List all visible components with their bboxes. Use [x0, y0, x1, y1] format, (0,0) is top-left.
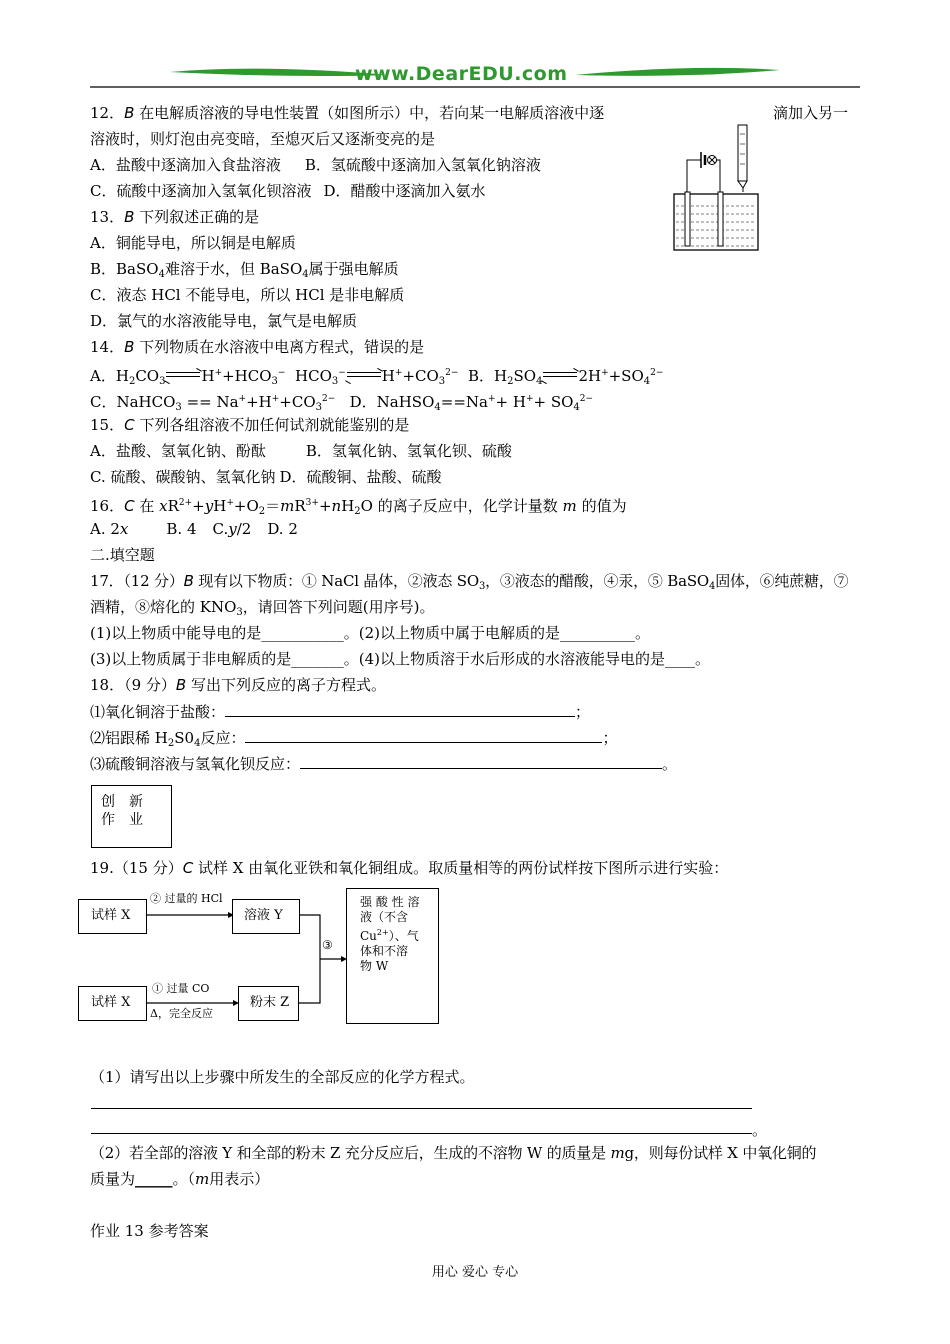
- q19-answer-line-1: [91, 1108, 752, 1109]
- conductivity-apparatus-figure: [668, 122, 768, 254]
- q14-stem: 14．B 下列物质在水溶液中电离方程式，错误的是: [90, 338, 425, 356]
- flow-sample-x-bottom: [78, 986, 147, 1021]
- innovation-box-line2: 作 业: [101, 812, 143, 828]
- flow-result-line1: 强 酸 性 溶: [360, 895, 420, 909]
- q19-part2-line2: 质量为_____。（m用表示）: [90, 1170, 270, 1188]
- flow-step-three: ③: [322, 938, 333, 952]
- flow-sample-x-top-label: 试样 X: [91, 908, 131, 923]
- q18-part3: ⑶硫酸铜溶液与氢氧化钡反应： 。: [90, 755, 678, 773]
- q17-line2: 酒精，⑧熔化的 $KNO_3$，请回答下列问题(用序号)。: [90, 598, 435, 618]
- q15-stem: 15．C 下列各组溶液不加任何试剂就能鉴别的是: [90, 416, 410, 434]
- q14-options-ab: A．$H_2CO_3$ $H^++HCO_3^-$ $HCO_3^-$ $H^++CO_3^{2-}$ B．$H_2SO_4$ $2H^++SO_4^{2-}$: [90, 367, 664, 387]
- flow-powder-z-label: 粉末 Z: [250, 995, 290, 1010]
- answers-title: 作业 13 参考答案: [90, 1222, 209, 1240]
- q13-option-b: B．BaSO$_4$难溶于水，但 BaSO$_4$属于强电解质: [90, 260, 399, 280]
- q13-option-c: C．液态 HCl 不能导电，所以 HCl 是非电解质: [90, 286, 405, 304]
- q19-stem: 19.（15 分）C 试样 X 由氧化亚铁和氧化铜组成。取质量相等的两份试样按下图所示进行实验：: [90, 859, 729, 877]
- section-fill-in-title: 二.填空题: [90, 546, 155, 564]
- flow-result-line5: 物 W: [360, 959, 389, 973]
- q16-stem: 16．C 在 $xR^{2+}+yH^++O_2=mR^{3+}+nH_2O$ 的离子反应中，化学计量数 m 的值为: [90, 497, 627, 517]
- innovation-homework-box: [91, 785, 172, 848]
- flow-powder-z: [238, 986, 299, 1021]
- flow-sample-x-top: [78, 899, 147, 934]
- flow-sample-x-bottom-label: 试样 X: [91, 995, 131, 1010]
- flow-step-co: ① 过量 CO: [152, 982, 210, 995]
- q12-line1-right: 滴加入另一: [773, 104, 849, 122]
- logo-swoosh-right: [575, 68, 780, 76]
- innovation-box-line1: 创 新: [101, 794, 143, 810]
- q13-stem: 13．B 下列叙述正确的是: [90, 208, 260, 226]
- flow-result-w: [346, 888, 439, 1024]
- flow-solution-y: [232, 899, 300, 934]
- q12-options-cd: C．硫酸中逐滴加入氢氧化钡溶液 D．醋酸中逐滴加入氨水: [90, 182, 486, 200]
- q12-options-ab: A．盐酸中逐滴加入食盐溶液 B．氢硫酸中逐滴加入氢氧化钠溶液: [90, 156, 541, 174]
- q12-line2: 溶液时，则灯泡由亮变暗，至熄灭后又逐渐变亮的是: [90, 130, 436, 148]
- q17-line1: 17．（12 分）B 现有以下物质：① NaCl 晶体，②液态 $SO_3$，③液态的醋酸，④汞，⑤ BaSO$_4$固体，⑥纯蔗糖，⑦: [90, 572, 849, 592]
- q18-part2: ⑵铝跟稀 $H_2S0_4$反应： ；: [90, 729, 618, 749]
- q17-line3: (1)以上物质中能导电的是___________。(2)以上物质中属于电解质的是__________。: [90, 624, 650, 642]
- q15-options-ab: A．盐酸、氢氧化钠、酚酞 B．氢氧化钠、氢氧化钡、硫酸: [90, 442, 512, 460]
- q13-option-a: A．铜能导电，所以铜是电解质: [90, 234, 296, 252]
- flow-step-hcl: ② 过量的 HCl: [150, 892, 223, 905]
- flow-result-line2: 液（不含: [360, 910, 409, 924]
- q19-part1: （1）请写出以上步骤中所发生的全部反应的化学方程式。: [90, 1068, 475, 1086]
- q15-options-cd: C. 硫酸、碳酸钠、氢氧化钠 D．硫酸铜、盐酸、硫酸: [90, 468, 442, 486]
- q18-stem: 18．（9 分）B 写出下列反应的离子方程式。: [90, 676, 386, 694]
- q13-option-d: D．氯气的水溶液能导电，氯气是电解质: [90, 312, 358, 330]
- q17-line4: (3)以上物质属于非电解质的是_______。(4)以上物质溶于水后形成的水溶液能导电的是____。: [90, 650, 710, 668]
- flow-result-line4: 体和不溶: [360, 944, 409, 958]
- q14-options-cd: C．NaHCO$_3$ == $Na^++H^++CO_3^{2-}$ D．NaHSO$_4$==Na++ $H^++ SO_4^{2-}$: [90, 393, 594, 413]
- q16-options: A. 2x B. 4 C.y/2 D. 2: [90, 520, 298, 538]
- q18-part1: ⑴氧化铜溶于盐酸： ；: [90, 703, 591, 721]
- flow-step-heat: Δ，完全反应: [150, 1007, 213, 1020]
- page-footer: 用心 爱心 专心: [431, 1265, 519, 1280]
- q19-answer-line-2: [91, 1133, 752, 1134]
- flow-solution-y-label: 溶液 Y: [244, 908, 283, 923]
- q19-part1-end: 。: [752, 1121, 768, 1139]
- flow-result-line3: $Cu^{2+}$）、气: [360, 928, 419, 943]
- q12-line1: 12．B 在电解质溶液的导电性装置（如图所示）中，若向某一电解质溶液中逐: [90, 104, 605, 122]
- q19-part2-line1: （2）若全部的溶液 Y 和全部的粉末 Z 充分反应后，生成的不溶物 W 的质量是 mg，则每份试样 X 中氧化铜的: [90, 1144, 817, 1162]
- header-logo-text: www.DearEDU.com: [355, 63, 568, 85]
